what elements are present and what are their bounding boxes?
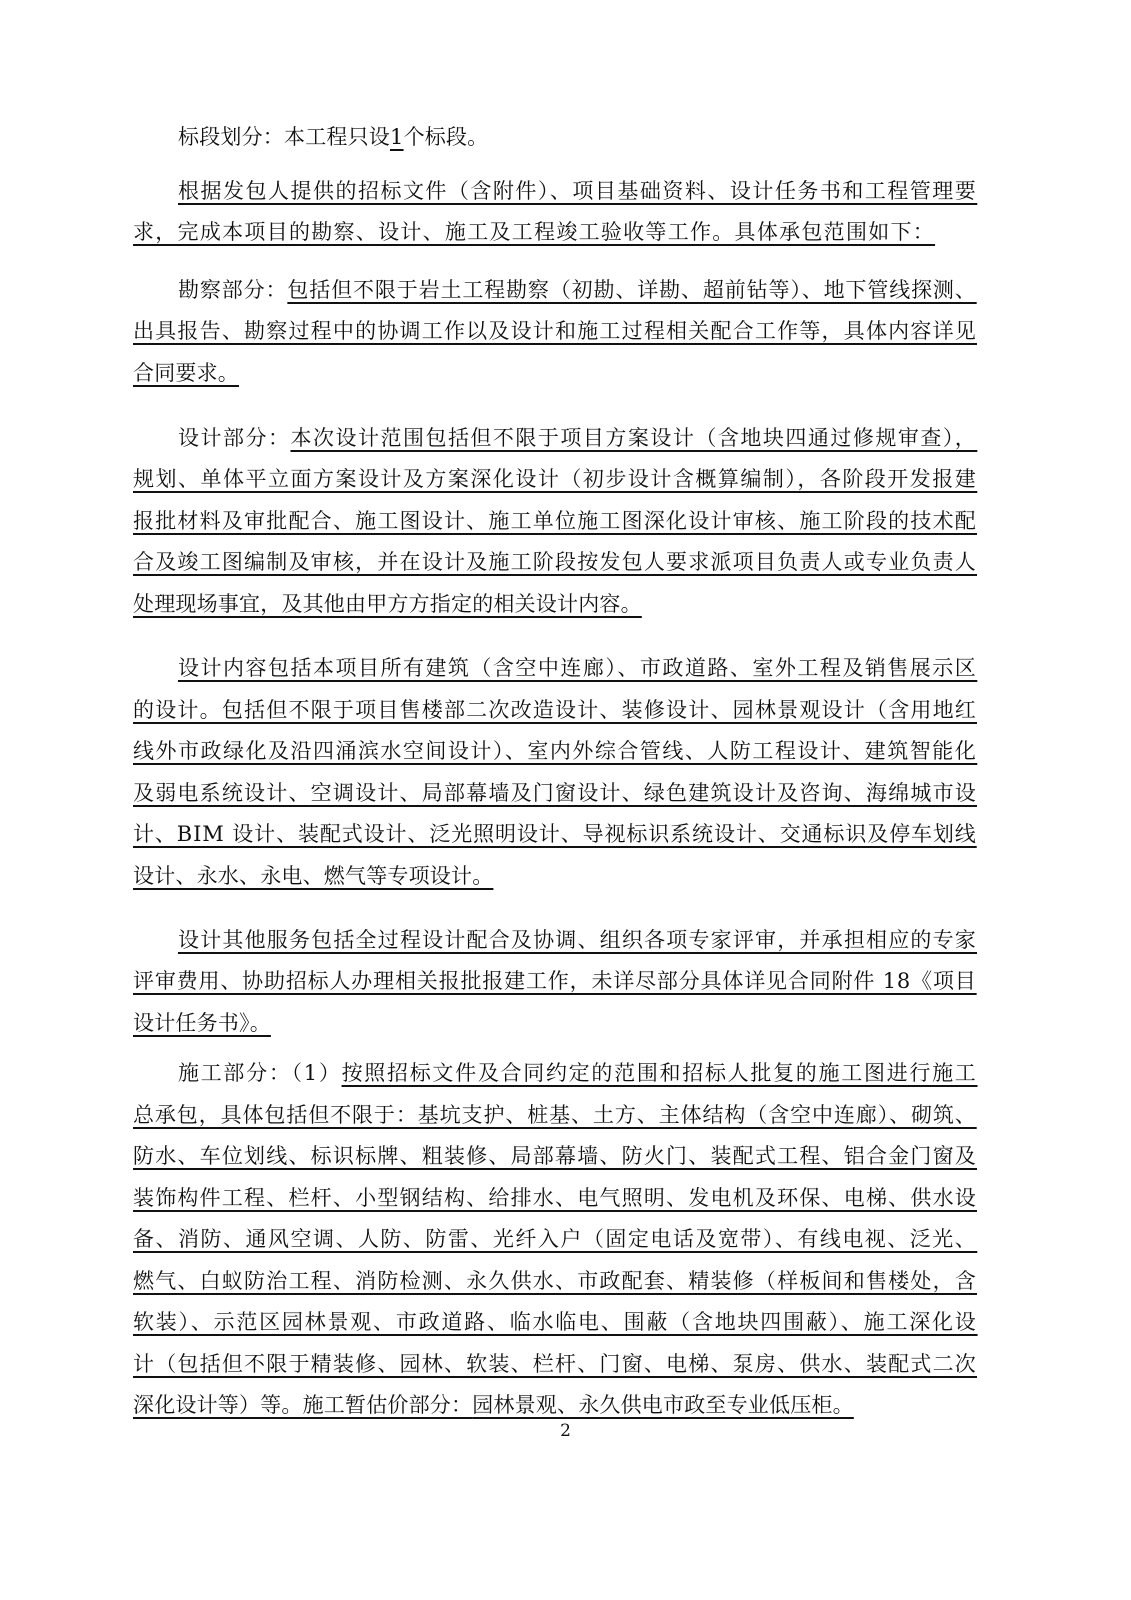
text-line [133, 1184, 977, 1212]
text-line [133, 548, 977, 576]
text-segment: 标段划分：本工程只设 [178, 125, 390, 149]
text-line [178, 276, 977, 304]
text-line [133, 1225, 977, 1253]
underlined-text: 出具报告、勘察过程中的协调工作以及设计和施工过程相关配合工作等，具体内容详见 [133, 319, 977, 343]
text-line [133, 465, 977, 493]
text-line [133, 1267, 977, 1295]
text-line [133, 967, 977, 995]
underlined-text: 总承包，具体包括但不限于：基坑支护、桩基、土方、主体结构（含空中连廊）、砌筑、 [133, 1103, 977, 1127]
text-line [133, 317, 977, 345]
text-line [133, 1308, 978, 1336]
text-line [133, 1350, 977, 1378]
underlined-text: 设计任务书》。 [133, 1011, 271, 1035]
text-segment: 个标段。 [403, 125, 489, 149]
underlined-text: 软装）、示范区园林景观、市政道路、临水临电、围蔽（含地块四围蔽）、施工深化设 [133, 1310, 978, 1334]
underlined-text: 包括但不限于岩土工程勘察（初勘、详勘、超前钻等）、地下管线探测、 [287, 278, 977, 302]
underlined-text: 燃气、白蚁防治工程、消防检测、永久供水、市政配套、精装修（样板间和售楼处，含 [133, 1269, 977, 1293]
underlined-text: 备、消防、通风空调、人防、防雷、光纤入户（固定电话及宽带）、有线电视、泛光、 [133, 1227, 978, 1251]
text-line [133, 590, 642, 618]
underlined-text: 设计其他服务包括全过程设计配合及协调、组织各项专家评审，并承担相应的专家 [178, 928, 977, 952]
underlined-text: 本次设计范围包括但不限于项目方案设计（含地块四通过修规审查）， [290, 426, 978, 450]
text-segment: 施工部分：（1） [178, 1061, 342, 1085]
underlined-text: 防水、车位划线、标识标牌、粗装修、局部幕墙、防火门、装配式工程、铝合金门窗及 [133, 1144, 977, 1168]
underlined-text: 求，完成本项目的勘察、设计、施工及工程竣工验收等工作。具体承包范围如下： [133, 220, 936, 244]
text-line [133, 779, 977, 807]
underlined-text: 设计、永水、永电、燃气等专项设计。 [133, 864, 494, 888]
text-segment: 勘察部分： [178, 278, 288, 302]
text-line [133, 1391, 854, 1419]
underlined-text: 规划、单体平立面方案设计及方案深化设计（初步设计含概算编制），各阶段开发报建 [133, 467, 978, 491]
text-line [133, 507, 977, 535]
text-line [178, 177, 977, 205]
text-line [178, 1059, 978, 1087]
underlined-text: 深化设计等）等。施工暂估价部分： [133, 1393, 473, 1417]
underlined-text: 按照招标文件及合同约定的范围和招标人批复的施工图进行施工 [341, 1061, 978, 1085]
text-line [133, 737, 977, 765]
page-number: 2 [560, 1421, 571, 1441]
underlined-text: 及弱电系统设计、空调设计、局部幕墙及门窗设计、绿色建筑设计及咨询、海绵城市设 [133, 781, 977, 805]
underlined-text: 计（包括但不限于精装修、园林、软装、栏杆、门窗、电梯、泵房、供水、装配式二次 [133, 1352, 977, 1376]
underlined-text: 1 [390, 125, 404, 149]
text-line [133, 862, 493, 890]
underlined-text: 报批材料及审批配合、施工图设计、施工单位施工图深化设计审核、施工阶段的技术配 [133, 509, 977, 533]
underlined-text: 合及竣工图编制及审核，并在设计及施工阶段按发包人要求派项目负责人或专业负责人 [133, 550, 977, 574]
underlined-text: 的设计。包括但不限于项目售楼部二次改造设计、装修设计、园林景观设计（含用地红 [133, 698, 977, 722]
text-line [133, 359, 239, 387]
underlined-text: 合同要求。 [133, 361, 239, 385]
text-line [178, 424, 977, 452]
text-line [178, 926, 977, 954]
underlined-text: 处理现场事宜，及其他由甲方方指定的相关设计内容。 [133, 592, 642, 616]
text-line [178, 654, 977, 682]
text-segment: 设计部分： [178, 426, 291, 450]
text-line [133, 1142, 977, 1170]
underlined-text: 设计内容包括本项目所有建筑（含空中连廊）、市政道路、室外工程及销售展示区 [178, 656, 978, 680]
underlined-text: 评审费用、协助招标人办理相关报批报建工作，未详尽部分具体详见合同附件 18《项目 [133, 969, 977, 993]
text-line [133, 218, 935, 246]
text-line [133, 1101, 977, 1129]
underlined-text: 根据发包人提供的招标文件（含附件）、项目基础资料、设计任务书和工程管理要 [178, 179, 978, 203]
underlined-text: 计、BIM 设计、装配式设计、泛光照明设计、导视标识系统设计、交通标识及停车划线 [133, 822, 977, 846]
underlined-text: 园林景观、永久供电市政至专业低压柜。 [472, 1393, 854, 1417]
text-line [178, 123, 488, 151]
underlined-text: 线外市政绿化及沿四涌滨水空间设计）、室内外综合管线、人防工程设计、建筑智能化 [133, 739, 978, 763]
underlined-text: 装饰构件工程、栏杆、小型钢结构、给排水、电气照明、发电机及环保、电梯、供水设 [133, 1186, 977, 1210]
text-line [133, 1009, 271, 1037]
text-line [133, 696, 977, 724]
text-line [133, 820, 977, 848]
